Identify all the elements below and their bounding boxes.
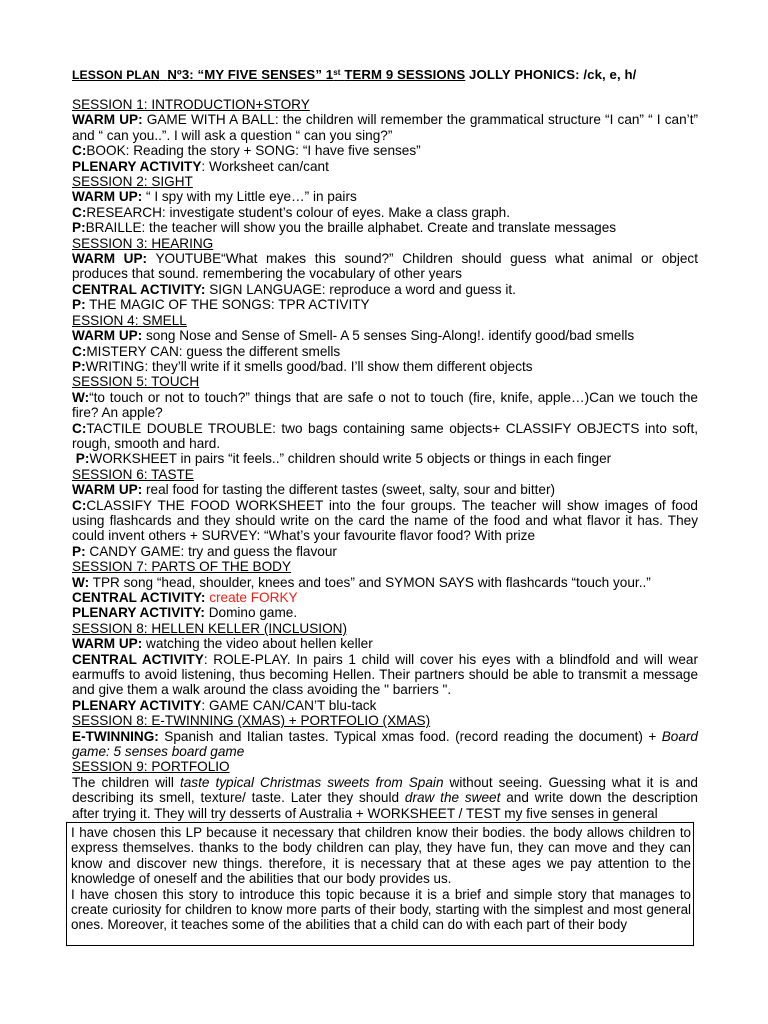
session-7-warmup: W: TPR song “head, shoulder, knees and toes” and SYMON SAYS with flashcards “touch your..” xyxy=(72,574,651,590)
session-4-plenary: P:WRITING: they’ll write if it smells good/bad. I’ll show them different objects xyxy=(72,358,533,374)
session-4-warmup: WARM UP: song Nose and Sense of Smell- A 5 senses Sing-Along!. identify good/bad smells xyxy=(72,328,635,344)
session-8b-heading: SESSION 8: E-TWINNING (XMAS) + PORTFOLIO (XMAS) xyxy=(72,713,431,729)
session-8-plenary: PLENARY ACTIVITY: GAME CAN/CAN’T blu-tack xyxy=(72,697,377,713)
session-8-heading: SESSION 8: HELLEN KELLER (INCLUSION) xyxy=(72,620,347,636)
session-3-central: CENTRAL ACTIVITY: SIGN LANGUAGE: reproduce a word and guess it. xyxy=(72,281,516,297)
page-title xyxy=(72,66,698,84)
rationale-box xyxy=(66,822,694,946)
session-2-central: C:RESEARCH: investigate student’s colour of eyes. Make a class graph. xyxy=(72,204,510,220)
session-2-plenary: P:BRAILLE: the teacher will show you the braille alphabet. Create and translate messages xyxy=(72,220,617,236)
session-8b-etwinning: E-TWINNING: Spanish and Italian tastes. Typical xmas food. (record reading the document) + Board game: 5 senses board game xyxy=(72,728,698,760)
session-2-heading: SESSION 2: SIGHT xyxy=(72,174,193,190)
title-sup: st xyxy=(333,68,341,77)
title-phonics: JOLLY PHONICS: /ck, e, h/ xyxy=(469,67,637,82)
sessions-list xyxy=(72,97,698,821)
session-6-warmup: WARM UP: real food for tasting the different tastes (sweet, salty, sour and bitter) xyxy=(72,482,556,498)
session-4-central: C:MISTERY CAN: guess the different smells xyxy=(72,343,341,359)
title-main: Nº3: “MY FIVE SENSES” 1 xyxy=(167,67,334,82)
session-2-warmup: WARM UP: “ I spy with my Little eye…” in pairs xyxy=(72,189,357,205)
session-5-heading: SESSION 5: TOUCH xyxy=(72,374,200,390)
session-8-central: CENTRAL ACTIVITY: ROLE-PLAY. In pairs 1 child will cover his eyes with a blindfold and will wear earmuffs to avoid listening, thus becoming Hellen. Their partners should be able to transmit a message and give them a walk around the class avoiding the " barriers ". xyxy=(72,651,699,698)
title-term: TERM 9 SESSIONS xyxy=(344,67,466,82)
session-9-text: The children will taste typical Christmas sweets from Spain without seeing. Guessing what it is and describing its smell, texture/ taste. Later they should draw the sweet and write down the description after trying it. They will try desserts of Australia + WORKSHEET / TEST my five senses in general xyxy=(72,774,698,821)
session-1-central: C:BOOK: Reading the story + SONG: “I have five senses” xyxy=(72,143,421,159)
lesson-plan-page xyxy=(72,66,698,821)
session-5-warmup: W:“to touch or not to touch?” things that are safe o not to touch (fire, knife, apple…)Can we touch the fire? An apple? xyxy=(72,389,698,421)
session-7-heading: SESSION 7: PARTS OF THE BODY xyxy=(72,559,292,575)
session-3-warmup: WARM UP: YOUTUBE“What makes this sound?” Children should guess what animal or object produces that sound. remembering the vocabulary of other years xyxy=(72,251,698,282)
session-9-heading: SESSION 9: PORTFOLIO xyxy=(72,759,230,775)
session-8-warmup: WARM UP: watching the video about hellen keller xyxy=(72,636,373,652)
session-3-heading: SESSION 3: HEARING xyxy=(72,235,214,251)
session-4-heading: ESSION 4: SMELL xyxy=(72,312,187,328)
session-1-plenary: PLENARY ACTIVITY: Worksheet can/cant xyxy=(72,158,329,174)
session-6-plenary: P: CANDY GAME: try and guess the flavour xyxy=(72,543,337,559)
session-7-central: CENTRAL ACTIVITY: create FORKY xyxy=(72,590,298,605)
title-lesson-plan: LESSON PLAN xyxy=(72,68,160,82)
session-6-heading: SESSION 6: TASTE xyxy=(72,466,194,482)
session-3-plenary: P: THE MAGIC OF THE SONGS: TPR ACTIVITY xyxy=(72,297,370,313)
session-1-warmup: WARM UP: GAME WITH A BALL: the children will remember the grammatical structure “I can” “ I can’t” and “ can you..”. I will ask a question “ can you sing?” xyxy=(72,112,698,143)
rationale-paragraph-2: I have chosen this story to introduce this topic because it is a brief and simple story that manages to create curiosity for children to know more parts of their body, starting with the simplest and most general ones. Moreover, it teaches some of the abilities that a child can do with each part of their body xyxy=(71,886,691,933)
session-7-plenary: PLENARY ACTIVITY: Domino game. xyxy=(72,605,298,621)
session-6-central: C:CLASSIFY THE FOOD WORKSHEET into the four groups. The teacher will show images of food using flashcards and they should write on the card the name of the food and what flavor it has. They could invent others + SURVEY: “What’s your favourite flavor food? With prize xyxy=(72,497,698,544)
session-1-heading: SESSION 1: INTRODUCTION+STORY xyxy=(72,97,310,112)
rationale-paragraph-1: I have chosen this LP because it necessary that children know their bodies. the body allows children to express themselves. thanks to the body children can play, they have fun, they can move and they can know and discover new things. therefore, it is necessary that at these ages we pay attention to the knowledge of oneself and the abilities that our body provides us. xyxy=(71,825,691,887)
session-5-plenary: P:WORKSHEET in pairs “it feels..” children should write 5 objects or things in each finger xyxy=(75,451,612,467)
session-5-central: C:TACTILE DOUBLE TROUBLE: two bags containing same objects+ CLASSIFY OBJECTS into soft, rough, smooth and hard. xyxy=(72,420,698,451)
